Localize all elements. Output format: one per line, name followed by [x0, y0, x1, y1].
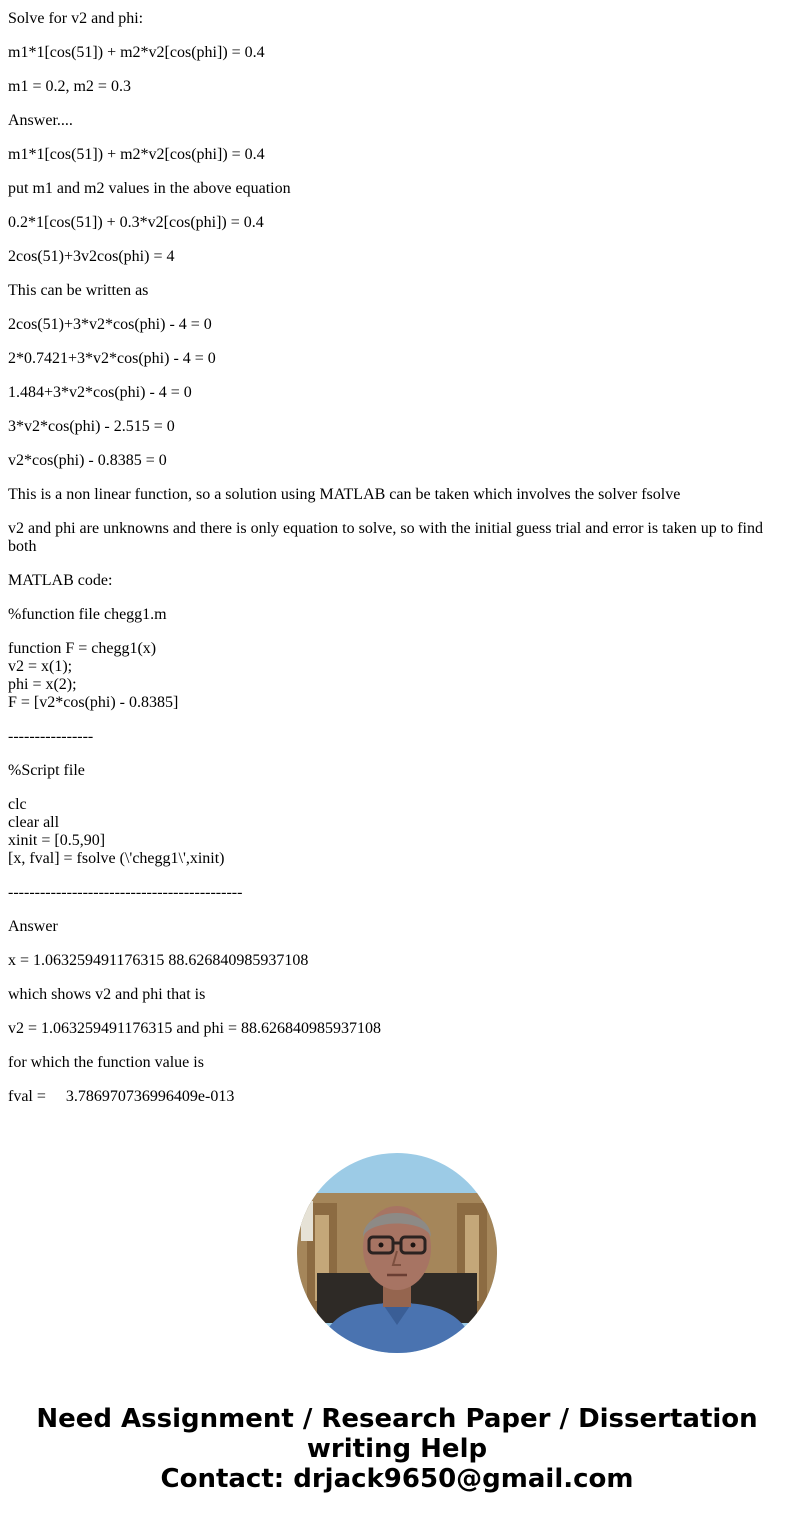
code-line: function F = chegg1(x) — [8, 640, 157, 657]
contact-banner — [0, 1404, 794, 1494]
paragraph: which shows v2 and phi that is — [8, 986, 206, 1003]
paragraph: 0.2*1[cos(51]) + 0.3*v2[cos(phi]) = 0.4 — [8, 214, 264, 231]
contact-email: Contact: drjack9650@gmail.com — [160, 1464, 634, 1494]
code-line: F = [v2*cos(phi) - 0.8385] — [8, 694, 179, 711]
separator-short: ---------------- — [8, 728, 94, 745]
paragraph: 1.484+3*v2*cos(phi) - 4 = 0 — [8, 384, 192, 401]
paragraph: This can be written as — [8, 282, 149, 299]
paragraph: 2cos(51)+3v2cos(phi) = 4 — [8, 248, 175, 265]
paragraph: Solve for v2 and phi: — [8, 10, 144, 27]
portrait-photo — [297, 1153, 497, 1353]
paragraph: 2*0.7421+3*v2*cos(phi) - 4 = 0 — [8, 350, 216, 367]
paragraph: m1*1[cos(51]) + m2*v2[cos(phi]) = 0.4 — [8, 146, 265, 163]
author-avatar — [297, 1153, 497, 1353]
code-line: v2 = x(1); — [8, 658, 73, 675]
paragraph: 2cos(51)+3*v2*cos(phi) - 4 = 0 — [8, 316, 212, 333]
paragraph: m1*1[cos(51]) + m2*v2[cos(phi]) = 0.4 — [8, 44, 265, 61]
paragraph: v2 and phi are unknowns and there is only equation to solve, so with the initial guess trial and error is taken up to find both — [8, 520, 767, 555]
paragraph: 3*v2*cos(phi) - 2.515 = 0 — [8, 418, 175, 435]
script-code-block — [8, 796, 786, 868]
separator-long: -------------------------------------------- — [8, 884, 243, 901]
banner-line: Need Assignment / Research Paper / Dissertation — [36, 1404, 758, 1434]
code-line: xinit = [0.5,90] — [8, 832, 106, 849]
paragraph: fval = 3.786970736996409e-013 — [8, 1088, 235, 1105]
answer-document — [8, 10, 786, 1122]
paragraph: m1 = 0.2, m2 = 0.3 — [8, 78, 131, 95]
paragraph: Answer.... — [8, 112, 73, 129]
code-line: clear all — [8, 814, 60, 831]
paragraph: x = 1.063259491176315 88.626840985937108 — [8, 952, 309, 969]
banner-line: writing Help — [306, 1434, 488, 1464]
code-line: phi = x(2); — [8, 676, 77, 693]
paragraph: Answer — [8, 918, 58, 935]
script-comment: %Script file — [8, 762, 85, 779]
paragraph: v2 = 1.063259491176315 and phi = 88.626840985937108 — [8, 1020, 381, 1037]
code-line: [x, fval] = fsolve (\'chegg1\',xinit) — [8, 850, 225, 867]
function-code-block — [8, 640, 786, 712]
code-line: clc — [8, 796, 27, 813]
paragraph: MATLAB code: — [8, 572, 113, 589]
paragraph: put m1 and m2 values in the above equation — [8, 180, 291, 197]
paragraph: v2*cos(phi) - 0.8385 = 0 — [8, 452, 167, 469]
paragraph: for which the function value is — [8, 1054, 204, 1071]
paragraph: This is a non linear function, so a solution using MATLAB can be taken which involves the solver fsolve — [8, 486, 681, 503]
paragraph: %function file chegg1.m — [8, 606, 167, 623]
